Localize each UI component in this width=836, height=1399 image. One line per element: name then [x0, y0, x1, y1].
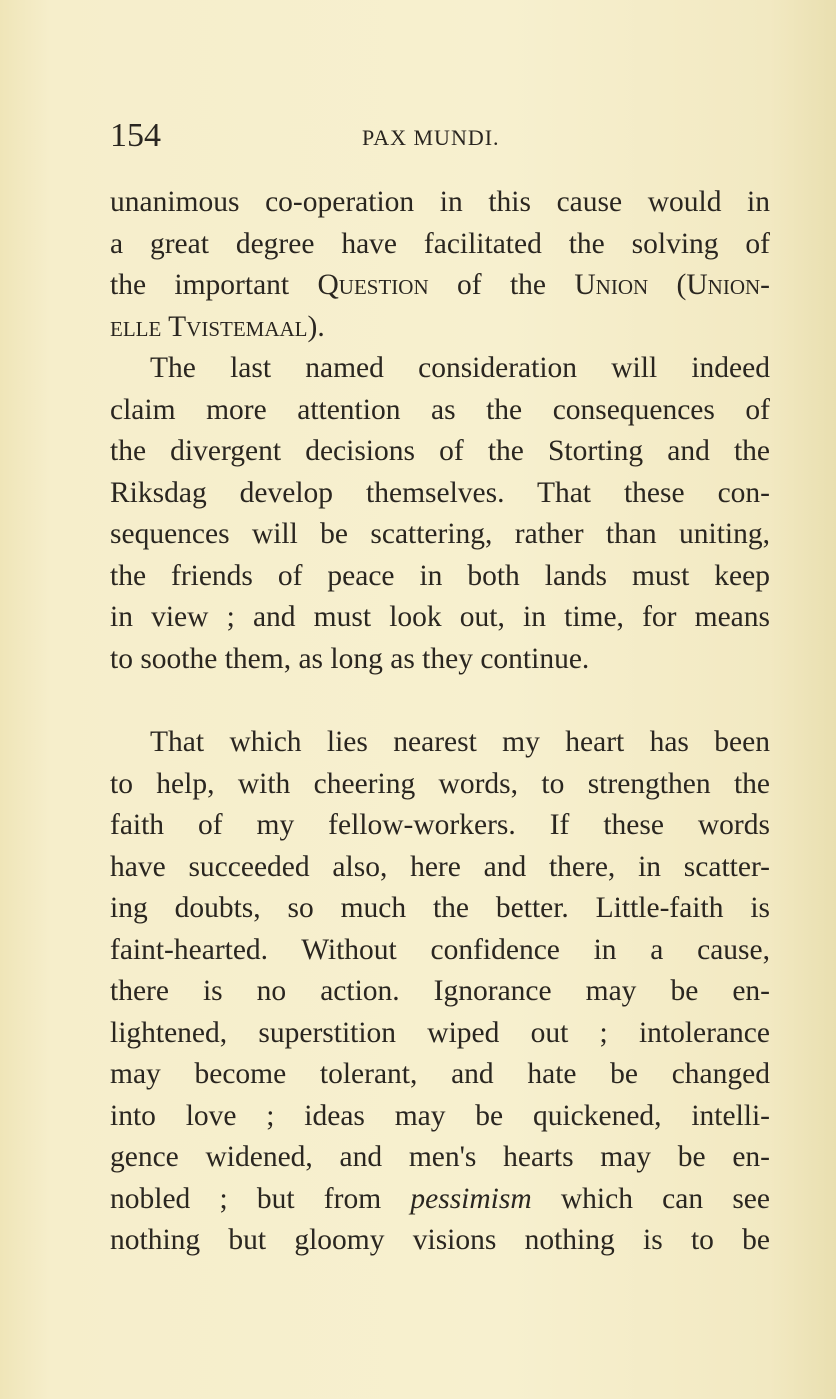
text-line: have succeeded also, here and there, in scatter-	[110, 850, 770, 883]
text-line: Riksdag develop themselves. That these con-	[110, 476, 770, 509]
text-line: unanimous co-operation in this cause would in	[110, 186, 770, 218]
text-line: into love ; ideas may be quickened, intelli-	[110, 1099, 770, 1132]
paragraph-1	[110, 182, 770, 348]
italic-word: pessimism	[410, 1182, 532, 1215]
text-line: to soothe them, as long as they continue.	[110, 642, 590, 675]
text-line: the divergent decisions of the Storting and the	[110, 435, 770, 467]
text-line: That which lies nearest my heart has been	[150, 726, 770, 758]
text-line: claim more attention as the consequences of	[110, 393, 770, 426]
text-line: the important Question of the Union (Union-	[110, 269, 770, 301]
text-line: in view ; and must look out, in time, for means	[110, 601, 770, 633]
paragraph-3	[110, 722, 770, 1262]
text-line: The last named consideration will indeed	[150, 352, 770, 384]
text-line: faith of my fellow-workers. If these words	[110, 809, 770, 841]
text-line: there is no action. Ignorance may be en-	[110, 975, 770, 1007]
text-line: may become tolerant, and hate be changed	[110, 1058, 770, 1090]
text-line: elle Tvistemaal).	[110, 310, 325, 343]
text-line: to help, with cheering words, to strengthen the	[110, 767, 770, 800]
text-line: ing doubts, so much the better. Little-faith is	[110, 892, 770, 924]
text-line: faint-hearted. Without confidence in a cause,	[110, 933, 770, 966]
text-line: sequences will be scattering, rather than uniting,	[110, 518, 770, 550]
page-header	[110, 112, 770, 156]
text-line: the friends of peace in both lands must keep	[110, 559, 770, 592]
text-line: nothing but gloomy visions nothing is to be	[110, 1224, 770, 1256]
text-line: a great degree have facilitated the solving of	[110, 227, 770, 260]
body-text	[110, 182, 770, 1262]
running-head: PAX MUNDI.	[362, 125, 500, 150]
paragraph-gap	[110, 680, 770, 722]
text-line: nobled ; but from pessimism which can see	[110, 1182, 770, 1215]
text-line: gence widened, and men's hearts may be en-	[110, 1141, 770, 1173]
paragraph-2	[110, 348, 770, 680]
text-line: lightened, superstition wiped out ; intolerance	[110, 1016, 770, 1049]
page-number: 154	[110, 117, 161, 154]
